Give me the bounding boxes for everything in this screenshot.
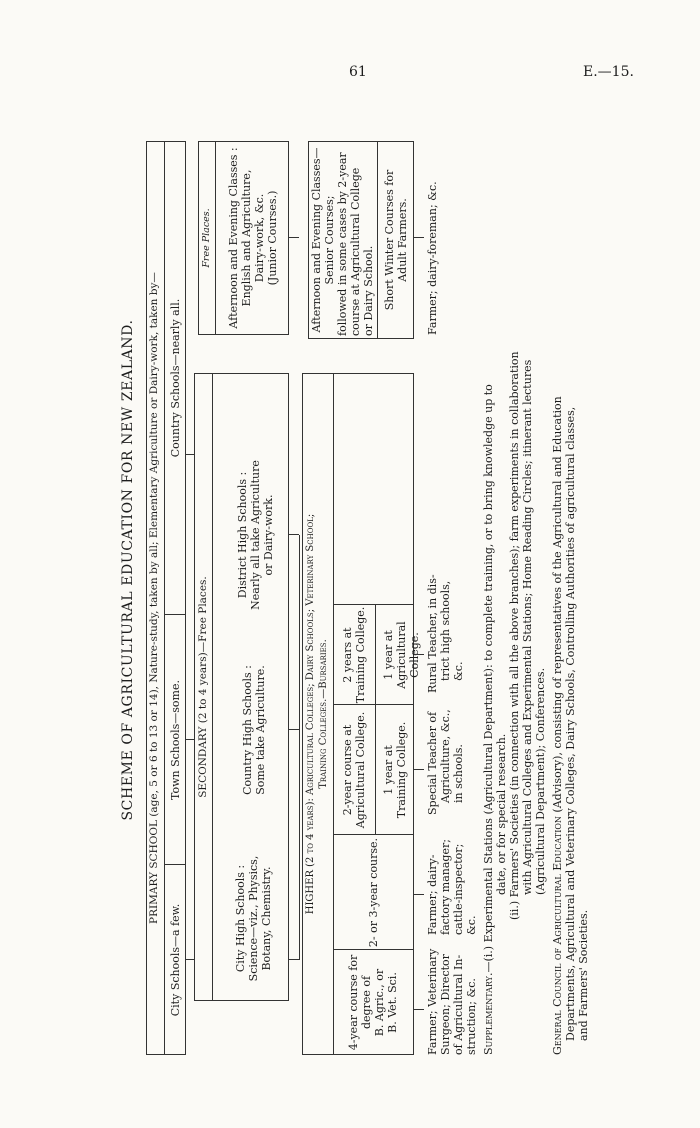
degree-line: B. Vet. Sci. xyxy=(386,972,399,1033)
secondary-heading-text: SECONDARY (2 to 4 years)—Free Places. xyxy=(197,576,209,798)
council-line: Departments, Agricultural and Veterinary Colleges, Dairy Schools, Controlling Authorities of agricultural classes, xyxy=(564,406,577,1041)
secondary-district-line: District High Schools : xyxy=(236,471,249,599)
senior-line: course at Agricultural College xyxy=(349,167,362,336)
outcome-line: Farmer; dairy- xyxy=(426,854,439,935)
connector xyxy=(186,959,194,960)
supp-line: date, or for special research. xyxy=(495,733,508,895)
degree-line: 4-year course for xyxy=(347,954,360,1051)
agri-line: Agricultural College. xyxy=(395,621,421,689)
connector xyxy=(186,454,194,455)
secondary-city xyxy=(234,836,273,1001)
primary-divider xyxy=(164,141,165,1055)
train-line: 2 years at xyxy=(341,627,354,683)
higher-heading-line: Training Colleges.—Bursaries. xyxy=(318,639,329,789)
winter-line: Short Winter Courses for xyxy=(383,169,396,311)
general-council-note xyxy=(551,95,590,1055)
train-line: Training College. xyxy=(354,606,367,704)
outcome-line: &c. xyxy=(465,915,478,935)
training-college-years xyxy=(341,605,367,705)
senior-line: Senior Courses; xyxy=(323,195,336,285)
outcome-line: Special Teacher of xyxy=(426,711,439,815)
train-line: 1 year at xyxy=(382,745,395,795)
primary-country: Country Schools—nearly all. xyxy=(169,298,182,458)
senior-line: followed in some cases by 2-year xyxy=(336,152,349,336)
evening-divider xyxy=(215,141,216,335)
winter-courses xyxy=(383,141,409,339)
supp-line: (ii.) Farmers' Societies (in connection with all the above branches); farm experiments in collaboration xyxy=(508,351,521,920)
agri-college-year xyxy=(382,605,421,705)
page-reference: E.—15. xyxy=(583,64,634,80)
outcome-special-teacher xyxy=(426,695,465,815)
secondary-city-line: Botany, Chemistry. xyxy=(260,866,273,971)
agri-line: 2-year course at xyxy=(341,724,354,816)
connector xyxy=(414,1009,424,1010)
secondary-district-line: or Dairy-work. xyxy=(262,494,275,576)
connector xyxy=(289,237,299,238)
outcome-dairy-factory xyxy=(426,825,478,935)
outcome-line: Rural Teacher, in dis- xyxy=(426,574,439,693)
connector xyxy=(414,769,424,770)
outcome-line: in schools. xyxy=(452,744,465,803)
senior-courses xyxy=(310,141,375,339)
secondary-country-line: Some take Agriculture. xyxy=(254,665,267,795)
outcome-line: cattle-inspector; xyxy=(452,843,465,935)
degree-course xyxy=(347,950,399,1055)
secondary-country-line: Country High Schools : xyxy=(241,665,254,795)
outcome-line: factory manager; xyxy=(439,839,452,935)
connector xyxy=(299,535,300,960)
connector xyxy=(186,739,194,740)
connector xyxy=(289,534,299,535)
agri-college-course xyxy=(341,705,367,835)
senior-line: Afternoon and Evening Classes— xyxy=(310,147,323,333)
secondary-divider xyxy=(212,373,213,1001)
connector xyxy=(289,729,299,730)
outcome-line: Surgeon; Director xyxy=(439,954,452,1055)
secondary-district-line: Nearly all take Agriculture xyxy=(249,460,262,610)
outcome-line: struction; &c. xyxy=(465,978,478,1055)
higher-heading xyxy=(304,373,330,1055)
senior-line: or Dairy School. xyxy=(362,245,375,336)
council-line-1 xyxy=(551,95,564,1055)
training-college-year xyxy=(382,705,408,835)
outcome-rural-teacher xyxy=(426,553,465,693)
outcome-dairy-foreman: Farmer; dairy-foreman; &c. xyxy=(426,181,439,335)
supp-line: (Agricultural Department); Conferences. xyxy=(534,667,547,895)
evening-line: Dairy-work, &c. xyxy=(253,193,266,283)
supp-line: with Agricultural Colleges and Experimental Stations; Home Reading Circles; itinerant lectures xyxy=(521,359,534,895)
outcome-line: &c. xyxy=(452,661,465,681)
evening-line: (Junior Courses.) xyxy=(266,190,279,286)
connector xyxy=(414,237,424,238)
council-label: General Council of Agricultural Education xyxy=(551,816,564,1055)
outcome-line: trict high schools, xyxy=(439,580,452,681)
secondary-district xyxy=(236,435,275,635)
outcome-line: Agriculture, &c., xyxy=(439,709,452,803)
outcome-line: Farmer; Veterinary xyxy=(426,948,439,1055)
free-places-label: Free Places. xyxy=(201,208,212,268)
supp-line-1 xyxy=(482,105,495,1055)
evening-line: Afternoon and Evening Classes : xyxy=(227,147,240,329)
rotated-scheme-page xyxy=(114,85,590,1055)
evening-line: English and Agriculture, xyxy=(240,169,253,307)
higher-divider xyxy=(333,373,334,1055)
two-three-year-course: 2- or 3-year course. xyxy=(367,837,380,948)
primary-town: Town Schools—some. xyxy=(169,680,182,800)
connector xyxy=(289,959,299,960)
primary-heading: PRIMARY SCHOOL (age, 5 or 6 to 13 or 14), Nature-study, taken by all; Elementary Agriculture or Dairy-work, taken by— xyxy=(148,272,160,924)
page-number: 61 xyxy=(349,64,367,80)
supp-label: Supplementary. xyxy=(482,972,495,1055)
supplementary-note xyxy=(482,105,547,1055)
connector xyxy=(414,654,424,655)
connector xyxy=(414,894,424,895)
outcome-line: of Agricultural In- xyxy=(452,954,465,1055)
council-line: and Farmers' Societies. xyxy=(577,909,590,1041)
agri-line: 1 year at xyxy=(382,630,395,680)
secondary-heading xyxy=(197,373,210,1001)
council-text: (Advisory), consisting of representatives of the Agricultural and Education xyxy=(551,396,564,817)
outcome-veterinary xyxy=(426,945,478,1055)
secondary-country xyxy=(241,655,267,805)
higher-row-divider xyxy=(375,605,376,835)
higher-heading-line: HIGHER (2 to 4 years): Agricultural Colleges; Dairy Schools; Veterinary School; xyxy=(305,513,316,915)
evening-classes xyxy=(227,141,279,335)
primary-city: City Schools—a few. xyxy=(169,903,182,1017)
secondary-city-line: City High Schools : xyxy=(234,864,247,973)
winter-line: Adult Farmers. xyxy=(396,198,409,282)
degree-line: degree of xyxy=(360,975,373,1030)
secondary-city-line: Science—viz., Physics, xyxy=(247,855,260,982)
train-line: Training College. xyxy=(395,721,408,819)
agri-line: Agricultural College. xyxy=(354,711,367,829)
senior-divider xyxy=(377,141,378,339)
scheme-title: SCHEME OF AGRICULTURAL EDUCATION FOR NEW ZEALAND. xyxy=(120,319,136,821)
degree-line: B. Agric., or xyxy=(373,968,386,1037)
supp-text: —(i.) Experimental Stations (Agricultural Department): to complete training, or to bring knowledge up to xyxy=(482,384,495,973)
